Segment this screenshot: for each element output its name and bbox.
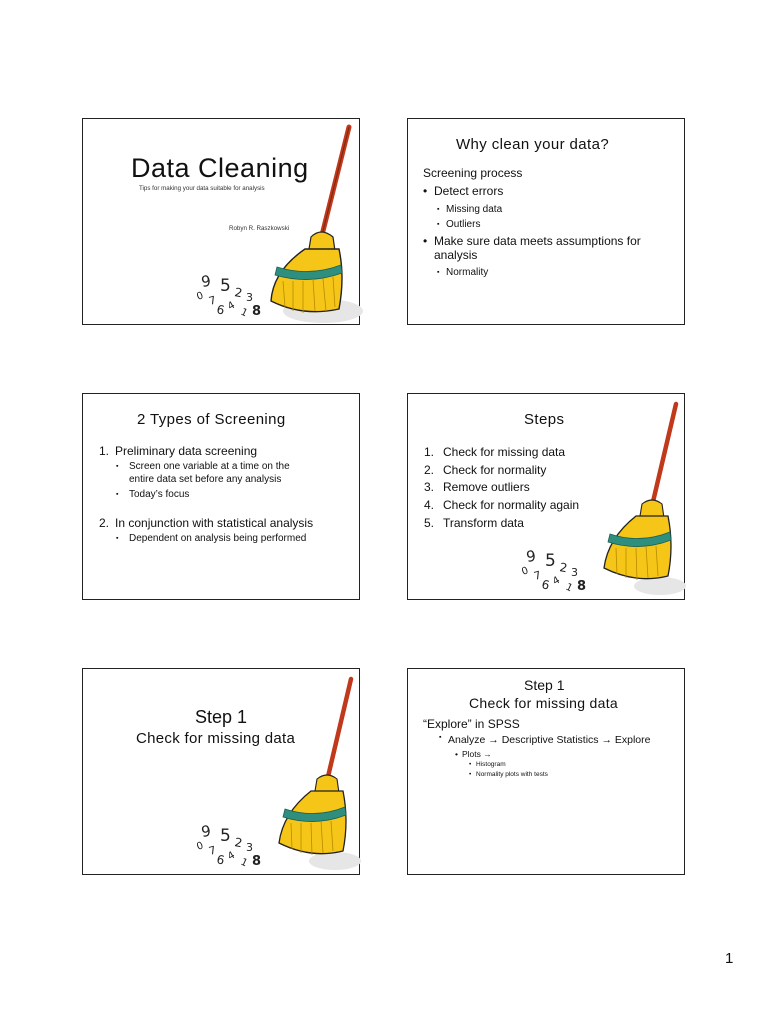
svg-text:9: 9 <box>200 271 213 291</box>
svg-text:0: 0 <box>520 565 531 578</box>
sub-bullet: ▪ Analyze → Descriptive Statistics → Explore <box>439 734 651 746</box>
slide-title: Step 1 <box>524 677 565 693</box>
slide-steps <box>407 393 685 600</box>
svg-text:2: 2 <box>558 560 569 576</box>
intro-text: Screening process <box>423 166 523 180</box>
sub-sub-sub-bullet: • Histogram <box>469 761 506 768</box>
svg-text:8: 8 <box>252 304 262 319</box>
svg-text:3: 3 <box>246 841 253 854</box>
svg-text:6: 6 <box>540 577 551 593</box>
sub-bullet: ▪ Missing data <box>437 204 503 215</box>
scattered-digits-icon <box>195 819 273 870</box>
page-number: 1 <box>725 950 734 967</box>
bullet-item: • Make sure data meets assumptions for <box>423 234 641 248</box>
numbered-item: 2. In conjunction with statistical analysis <box>99 515 314 530</box>
bullet-continuation: analysis <box>434 248 478 262</box>
step-item: 1. Check for missing data <box>424 445 566 459</box>
slide-subtitle: Check for missing data <box>469 695 618 711</box>
numbered-item: 1. Preliminary data screening <box>99 444 258 458</box>
svg-text:4: 4 <box>226 849 238 863</box>
scattered-digits-icon <box>520 544 598 595</box>
svg-text:4: 4 <box>226 299 238 313</box>
svg-text:2: 2 <box>233 835 244 851</box>
intro-text: “Explore” in SPSS <box>423 717 520 731</box>
sub-bullet: ▪ Screen one variable at a time on the entire data set before any analysis <box>116 461 290 485</box>
svg-text:5: 5 <box>545 551 556 571</box>
step-item: 4. Check for normality again <box>424 498 580 513</box>
svg-text:8: 8 <box>252 854 262 869</box>
svg-text:1: 1 <box>238 306 250 320</box>
sub-bullet: ▪ Dependent on analysis being performed <box>116 532 307 544</box>
svg-text:7: 7 <box>207 293 218 308</box>
svg-text:1: 1 <box>238 856 250 870</box>
slide-title: Data Cleaning <box>131 153 309 183</box>
svg-text:7: 7 <box>532 568 543 583</box>
slide-body <box>423 167 681 280</box>
slide-title: Why clean your data? <box>456 136 610 153</box>
slide-author: Robyn R. Raszkowski <box>229 225 290 232</box>
svg-text:0: 0 <box>195 840 206 853</box>
svg-text:6: 6 <box>215 302 226 318</box>
svg-text:3: 3 <box>571 566 578 579</box>
bullet-item: • Detect errors <box>423 184 504 198</box>
slide-data-cleaning <box>82 118 360 325</box>
sub-bullet: ▪ Today’s focus <box>116 489 190 500</box>
slide-types-of-screening <box>82 393 360 600</box>
slide-title: Steps <box>524 411 565 428</box>
slide-body <box>423 717 683 778</box>
sub-bullet: ▪ Normality <box>437 267 489 278</box>
slide-subtitle: Tips for making your data suitable for analysis <box>139 185 265 192</box>
step-item: 5. Transform data <box>424 515 524 530</box>
broom-illustration <box>259 675 359 873</box>
svg-text:5: 5 <box>220 826 231 846</box>
svg-text:2: 2 <box>233 285 244 301</box>
svg-text:9: 9 <box>525 546 538 566</box>
slide-body <box>99 444 357 545</box>
scattered-digits-icon <box>195 269 273 320</box>
svg-text:7: 7 <box>207 843 218 858</box>
svg-text:6: 6 <box>215 852 226 868</box>
step-item: 2. Check for normality <box>424 462 547 477</box>
sub-sub-sub-bullet: • Normality plots with tests <box>469 771 548 778</box>
slide-step-1-title <box>82 668 360 875</box>
broom-illustration <box>584 400 684 598</box>
svg-text:3: 3 <box>246 291 253 304</box>
svg-text:4: 4 <box>551 574 563 588</box>
sub-sub-bullet: • Plots → <box>455 749 492 759</box>
svg-text:8: 8 <box>577 579 587 594</box>
sub-bullet: ▪ Outliers <box>437 219 481 230</box>
slide-title: 2 Types of Screening <box>137 411 286 428</box>
svg-text:0: 0 <box>195 290 206 303</box>
slide-why-clean <box>407 118 685 325</box>
slide-step-1-explore <box>407 668 685 875</box>
svg-text:9: 9 <box>200 821 213 841</box>
svg-text:1: 1 <box>563 581 575 595</box>
step-item: 3. Remove outliers <box>424 480 530 495</box>
svg-text:5: 5 <box>220 276 231 296</box>
slide-subtitle: Check for missing data <box>136 730 296 747</box>
slide-title: Step 1 <box>195 707 248 727</box>
